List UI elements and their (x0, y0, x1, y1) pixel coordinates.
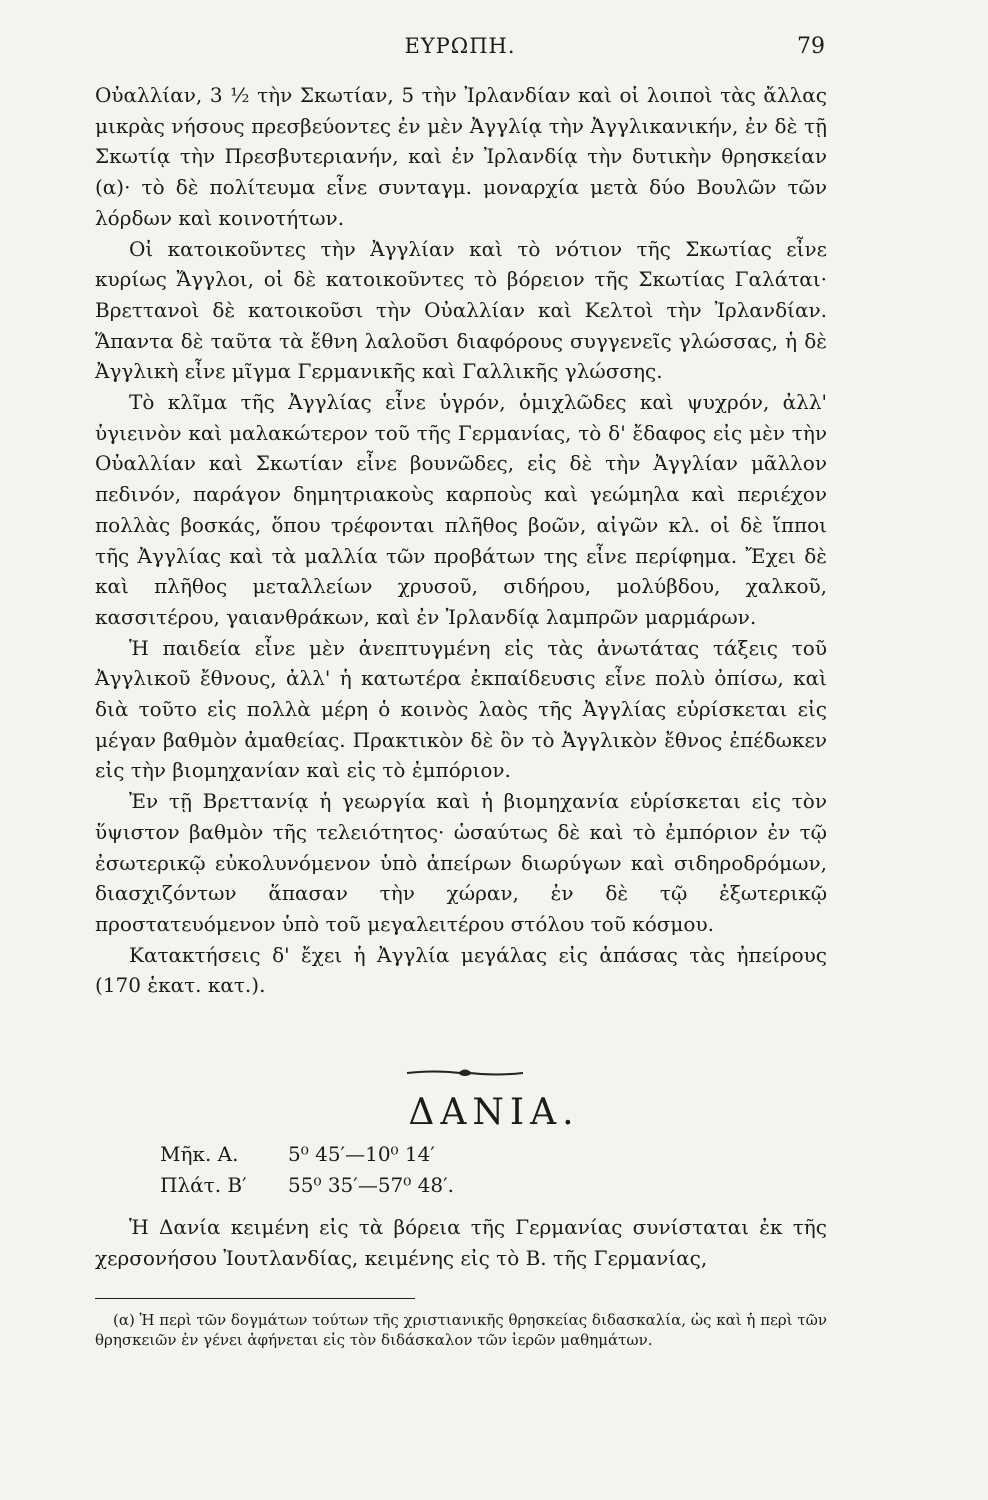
page-number: 79 (797, 34, 825, 59)
section-title: ΔΑΝΙΑ. (408, 1092, 580, 1133)
footnote-rule (95, 1298, 415, 1299)
coordinates-block (160, 1139, 454, 1201)
running-head: ΕΥΡΩΠΗ. (404, 34, 516, 58)
paragraph-climate: Τὸ κλῖμα τῆς Ἀγγλίας εἶνε ὑγρόν, ὁμιχλῶδες καὶ ψυχρόν, ἀλλ' ὑγιεινὸν καὶ μαλακώτερον τοῦ τῆς Γερμανίας, τὸ δ' ἔδαφος εἰς μὲν τὴν Οὐαλλίαν καὶ Σκωτίαν εἶνε βουνῶδες, εἰς δὲ τὴν Ἀγγλίαν μᾶλλον πεδινόν, παράγον δημητριακοὺς καρποὺς καὶ γεώμηλα καὶ περιέχον πολλὰς βοσκάς, ὅπου τρέφονται πλῆθος βοῶν, αἰγῶν κλ. οἱ δὲ ἵπποι τῆς Ἀγγλίας καὶ τὰ μαλλία τῶν προβάτων της εἶνε περίφημα. Ἔχει δὲ καὶ πλῆθος μεταλλείων χρυσοῦ, σιδήρου, μολύβδου, χαλκοῦ, κασσιτέρου, γαιανθράκων, καὶ ἐν Ἰρλανδίᾳ λαμπρῶν μαρμάρων. (95, 390, 827, 629)
page-header (95, 34, 825, 64)
paragraph-continuation: Οὐαλλίαν, 3 ½ τὴν Σκωτίαν, 5 τὴν Ἰρλανδίαν καὶ οἱ λοιποὶ τὰς ἄλλας μικρὰς νήσους πρεσβεύοντες ἐν μὲν Ἀγγλίᾳ τὴν Ἀγγλικανικήν, ἐν δὲ τῇ Σκωτίᾳ τὴν Πρεσβυτεριανήν, καὶ ἐν Ἰρλανδίᾳ τὴν δυτικὴν θρησκείαν (α)· τὸ δὲ πολίτευμα εἶνε συνταγμ. μοναρχία μετὰ δύο Βουλῶν τῶν λόρδων καὶ κοινοτήτων. (95, 83, 827, 230)
latitude-row (160, 1170, 454, 1201)
section-text (95, 1212, 827, 1274)
latitude-label: Πλάτ. Β′ (160, 1173, 247, 1197)
footnote (95, 1310, 827, 1350)
footnote-text: (α) Ἡ περὶ τῶν δογμάτων τούτων τῆς χριστιανικῆς θρησκείας διδασκαλία, ὡς καὶ ἡ περὶ τῶν θρησκειῶν ἐν γένει ἀφήνεται εἰς τὸν διδάσκαλον τῶν ἱερῶν μαθημάτων. (95, 1311, 827, 1349)
paragraph-colonies: Κατακτήσεις δ' ἔχει ἡ Ἀγγλία μεγάλας εἰς ἁπάσας τὰς ἠπείρους (170 ἑκατ. κατ.). (95, 942, 827, 998)
longitude-row (160, 1139, 454, 1170)
longitude-label: Μῆκ. Α. (160, 1142, 239, 1166)
ornament-divider (405, 1066, 525, 1080)
paragraph-denmark: Ἡ Δανία κειμένη εἰς τὰ βόρεια τῆς Γερμανίας συνίσταται ἐκ τῆς χερσονήσου Ἰουτλανδίας, κειμένης εἰς τὸ Β. τῆς Γερμανίας, (95, 1215, 827, 1270)
paragraph-industry: Ἐν τῇ Βρεττανίᾳ ἡ γεωργία καὶ ἡ βιομηχανία εὑρίσκεται εἰς τὸν ὕψιστον βαθμὸν τῆς τελειότητος· ὡσαύτως δὲ καὶ τὸ ἐμπόριον ἐν τῷ ἐσωτερικῷ εὐκολυνόμενον ὑπὸ ἀπείρων διωρύγων καὶ σιδηροδρόμων, διασχιζόντων ἅπασαν τὴν χώραν, ἐν δὲ τῷ ἐξωτερικῷ προστατευόμενον ὑπὸ τοῦ μεγαλειτέρου στόλου τοῦ κόσμου. (95, 789, 827, 936)
longitude-value: 5⁰ 45′—10⁰ 14′ (288, 1142, 435, 1166)
paragraph-inhabitants: Οἱ κατοικοῦντες τὴν Ἀγγλίαν καὶ τὸ νότιον τῆς Σκωτίας εἶνε κυρίως Ἄγγλοι, οἱ δὲ κατοικοῦντες τὸ βόρειον τῆς Σκωτίας Γαλάται· Βρεττανοὶ δὲ κατοικοῦσι τὴν Οὐαλλίαν καὶ Κελτοὶ τὴν Ἰρλανδίαν. Ἅπαντα δὲ ταῦτα τὰ ἔθνη λαλοῦσι διαφόρους συγγενεῖς γλώσσας, ἡ δὲ Ἀγγλικὴ εἶνε μῖγμα Γερμανικῆς καὶ Γαλλικῆς γλώσσης. (95, 236, 827, 384)
main-text (95, 80, 827, 1001)
latitude-value: 55⁰ 35′—57⁰ 48′. (288, 1173, 454, 1197)
paragraph-education: Ἡ παιδεία εἶνε μὲν ἀνεπτυγμένη εἰς τὰς ἀνωτάτας τάξεις τοῦ Ἀγγλικοῦ ἔθνους, ἀλλ' ἡ κατωτέρα ἐκπαίδευσις εἶνε πολὺ ὀπίσω, καὶ διὰ τοῦτο εἰς πολλὰ μέρη ὁ κοινὸς λαὸς τῆς Ἀγγλίας εὑρίσκεται εἰς μέγαν βαθμὸν ἀμαθείας. Πρακτικὸν δὲ ὂν τὸ Ἀγγλικὸν ἔθνος ἐπέδωκεν εἰς τὴν βιομηχανίαν καὶ εἰς τὸ ἐμπόριον. (95, 635, 827, 783)
